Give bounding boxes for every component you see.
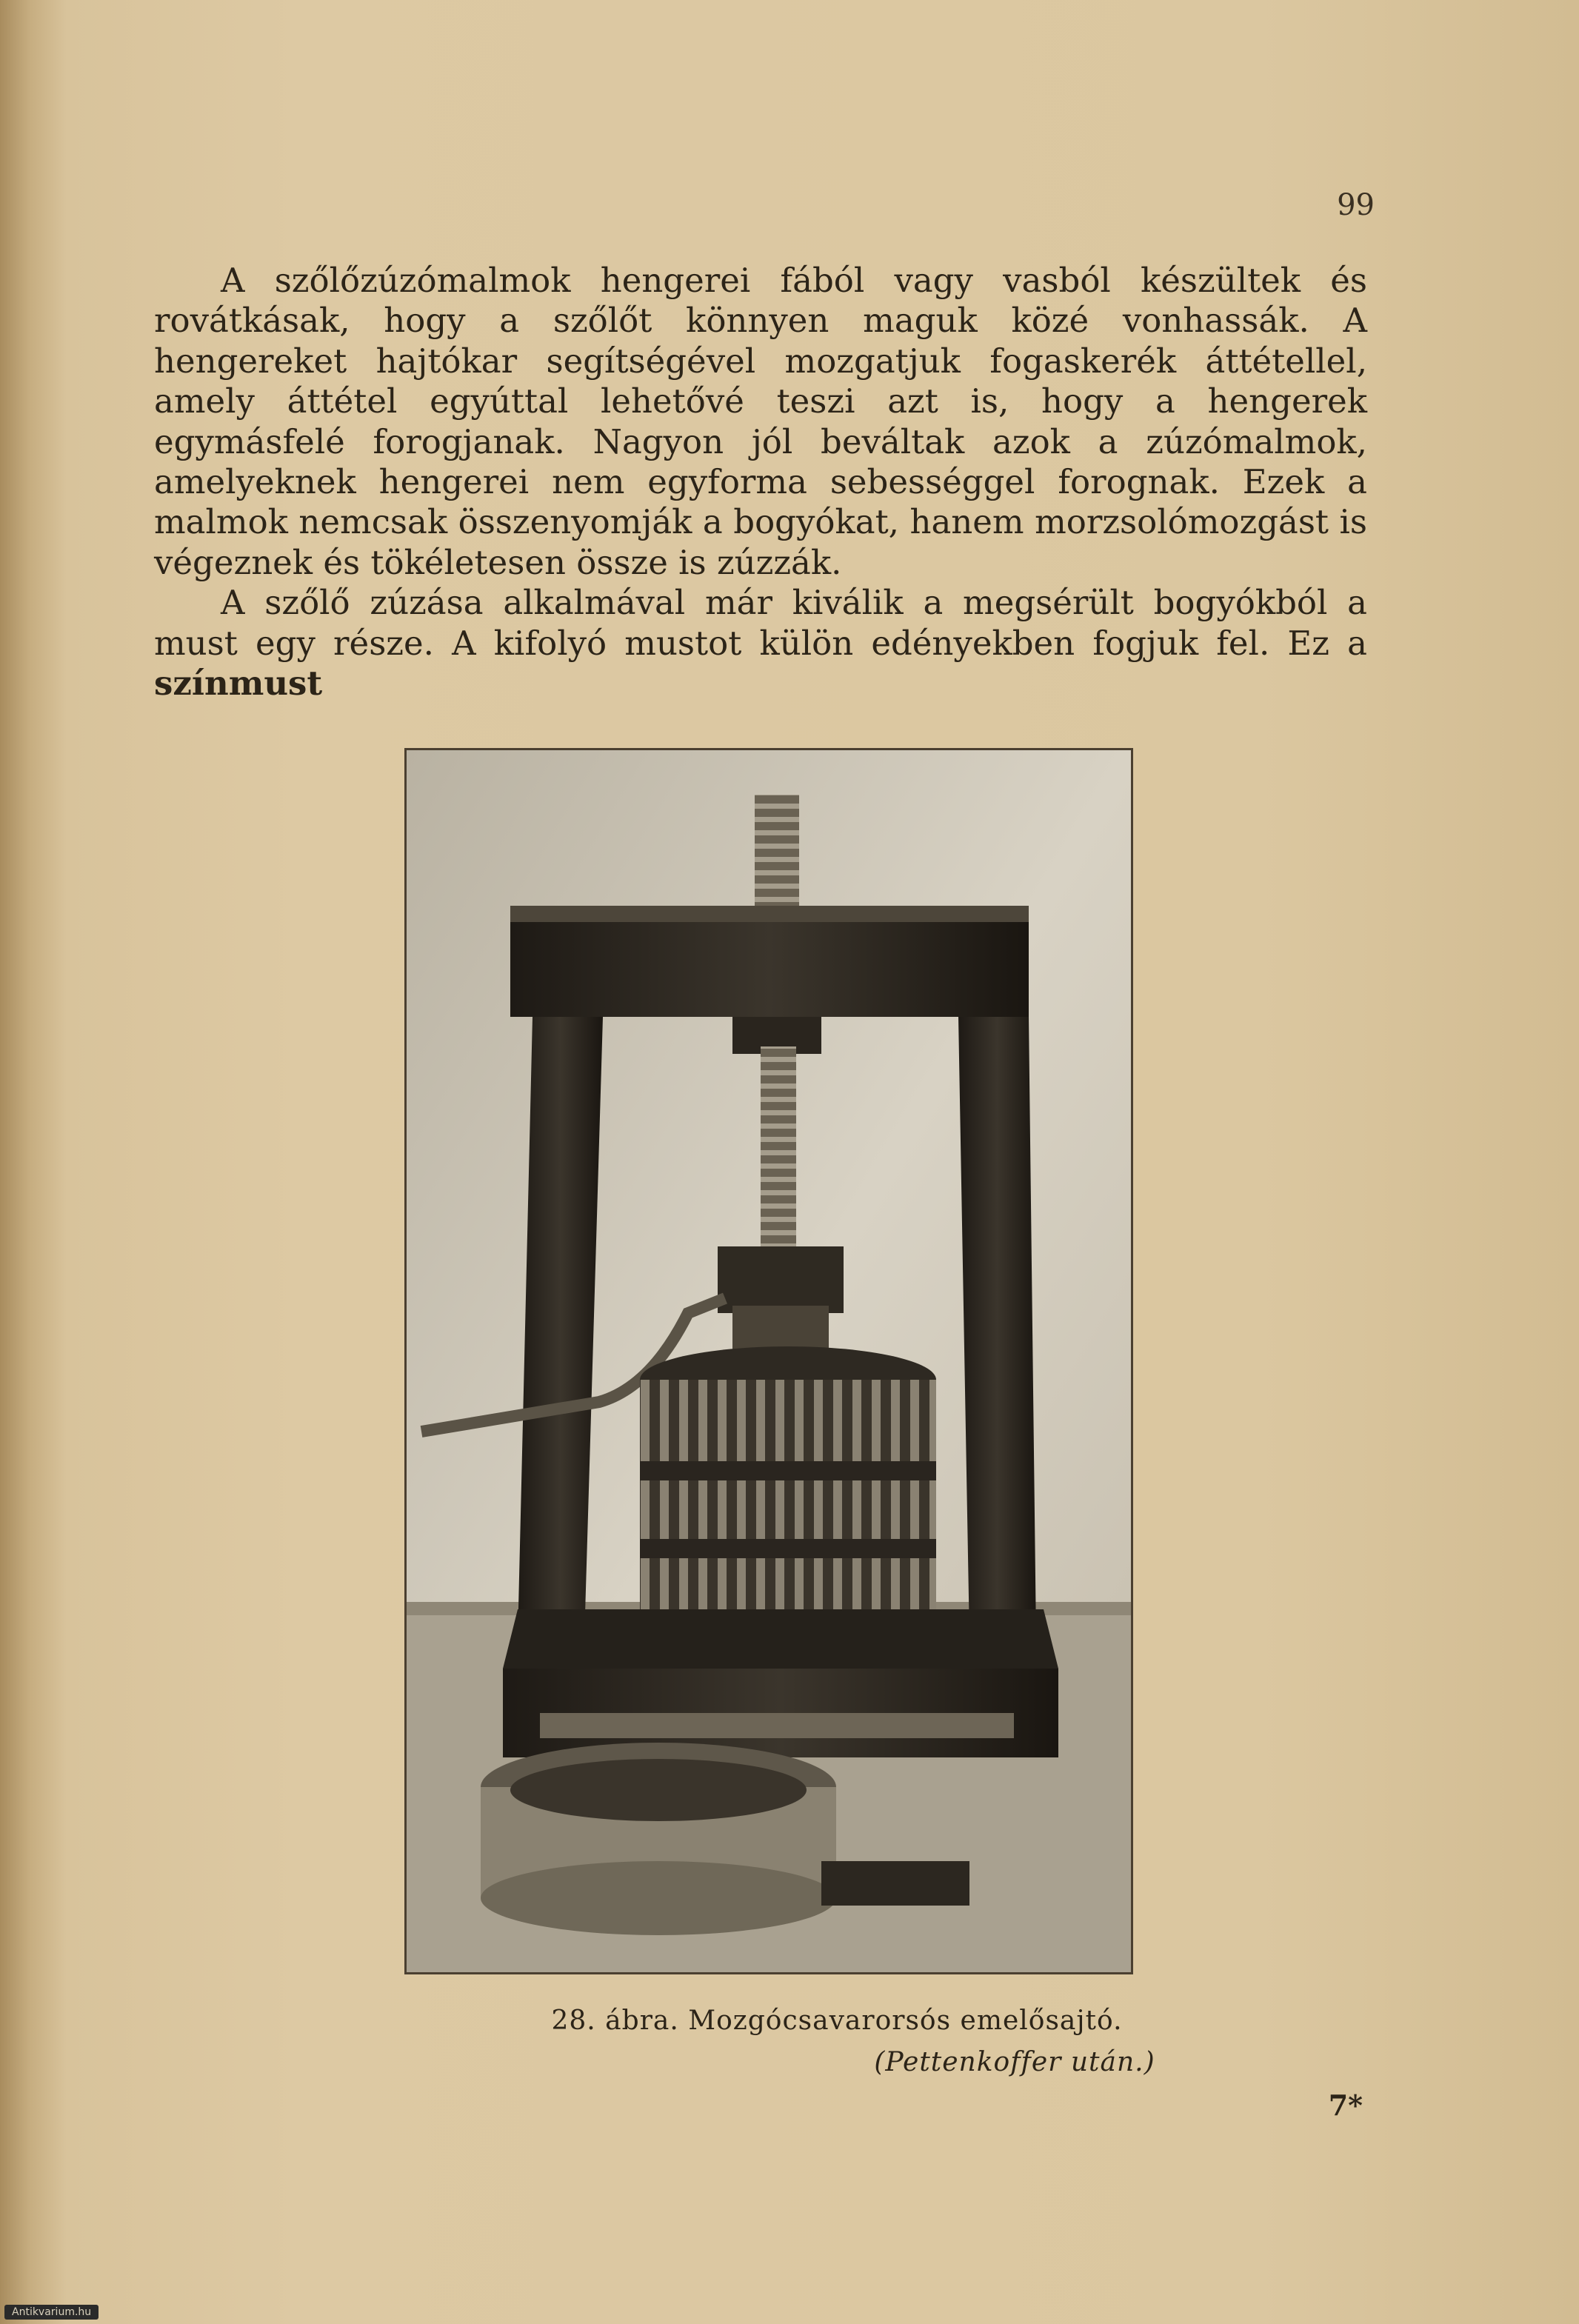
paragraph-1: A szőlőzúzómalmok hengerei fából vagy vasból készültek és rovátkásak, hogy a szőlőt könnyen maguk közé vonhassák. A hengereket hajtókar segítségével mozgatjuk fogaskerék áttétellel, amely áttétel egyúttal lehetővé teszi azt is, hogy a hengerek egymásfelé forogjanak. Nagyon jól beváltak azok a zúzómalmok, amelyeknek hengerei nem egyforma sebességgel forognak. Ezek a malmok nemcsak összenyomják a bogyókat, hanem morzsolómozgást is végeznek és tökéletesen össze is zúzzák. — [154, 261, 1367, 582]
figure-caption: 28. ábra. Mozgócsavarorsós emelősajtó. — [551, 2006, 1123, 2036]
signature-mark: 7* — [1328, 2088, 1363, 2122]
paragraph-2-emphasis: színmust — [154, 664, 323, 704]
figure-wine-press — [404, 748, 1133, 1974]
wine-press-illustration — [407, 750, 1131, 1972]
paragraph-2 — [154, 583, 1367, 704]
body-text — [154, 261, 1367, 704]
watermark: Antikvarium.hu — [4, 2305, 99, 2320]
paragraph-2-text: A szőlő zúzása alkalmával már kiválik a megsérült bogyókból a must egy része. A kifolyó mustot külön edényekben fogjuk fel. Ez a — [154, 583, 1367, 663]
figure-credit: (Pettenkoffer után.) — [874, 2047, 1155, 2077]
page-number: 99 — [1337, 188, 1375, 222]
